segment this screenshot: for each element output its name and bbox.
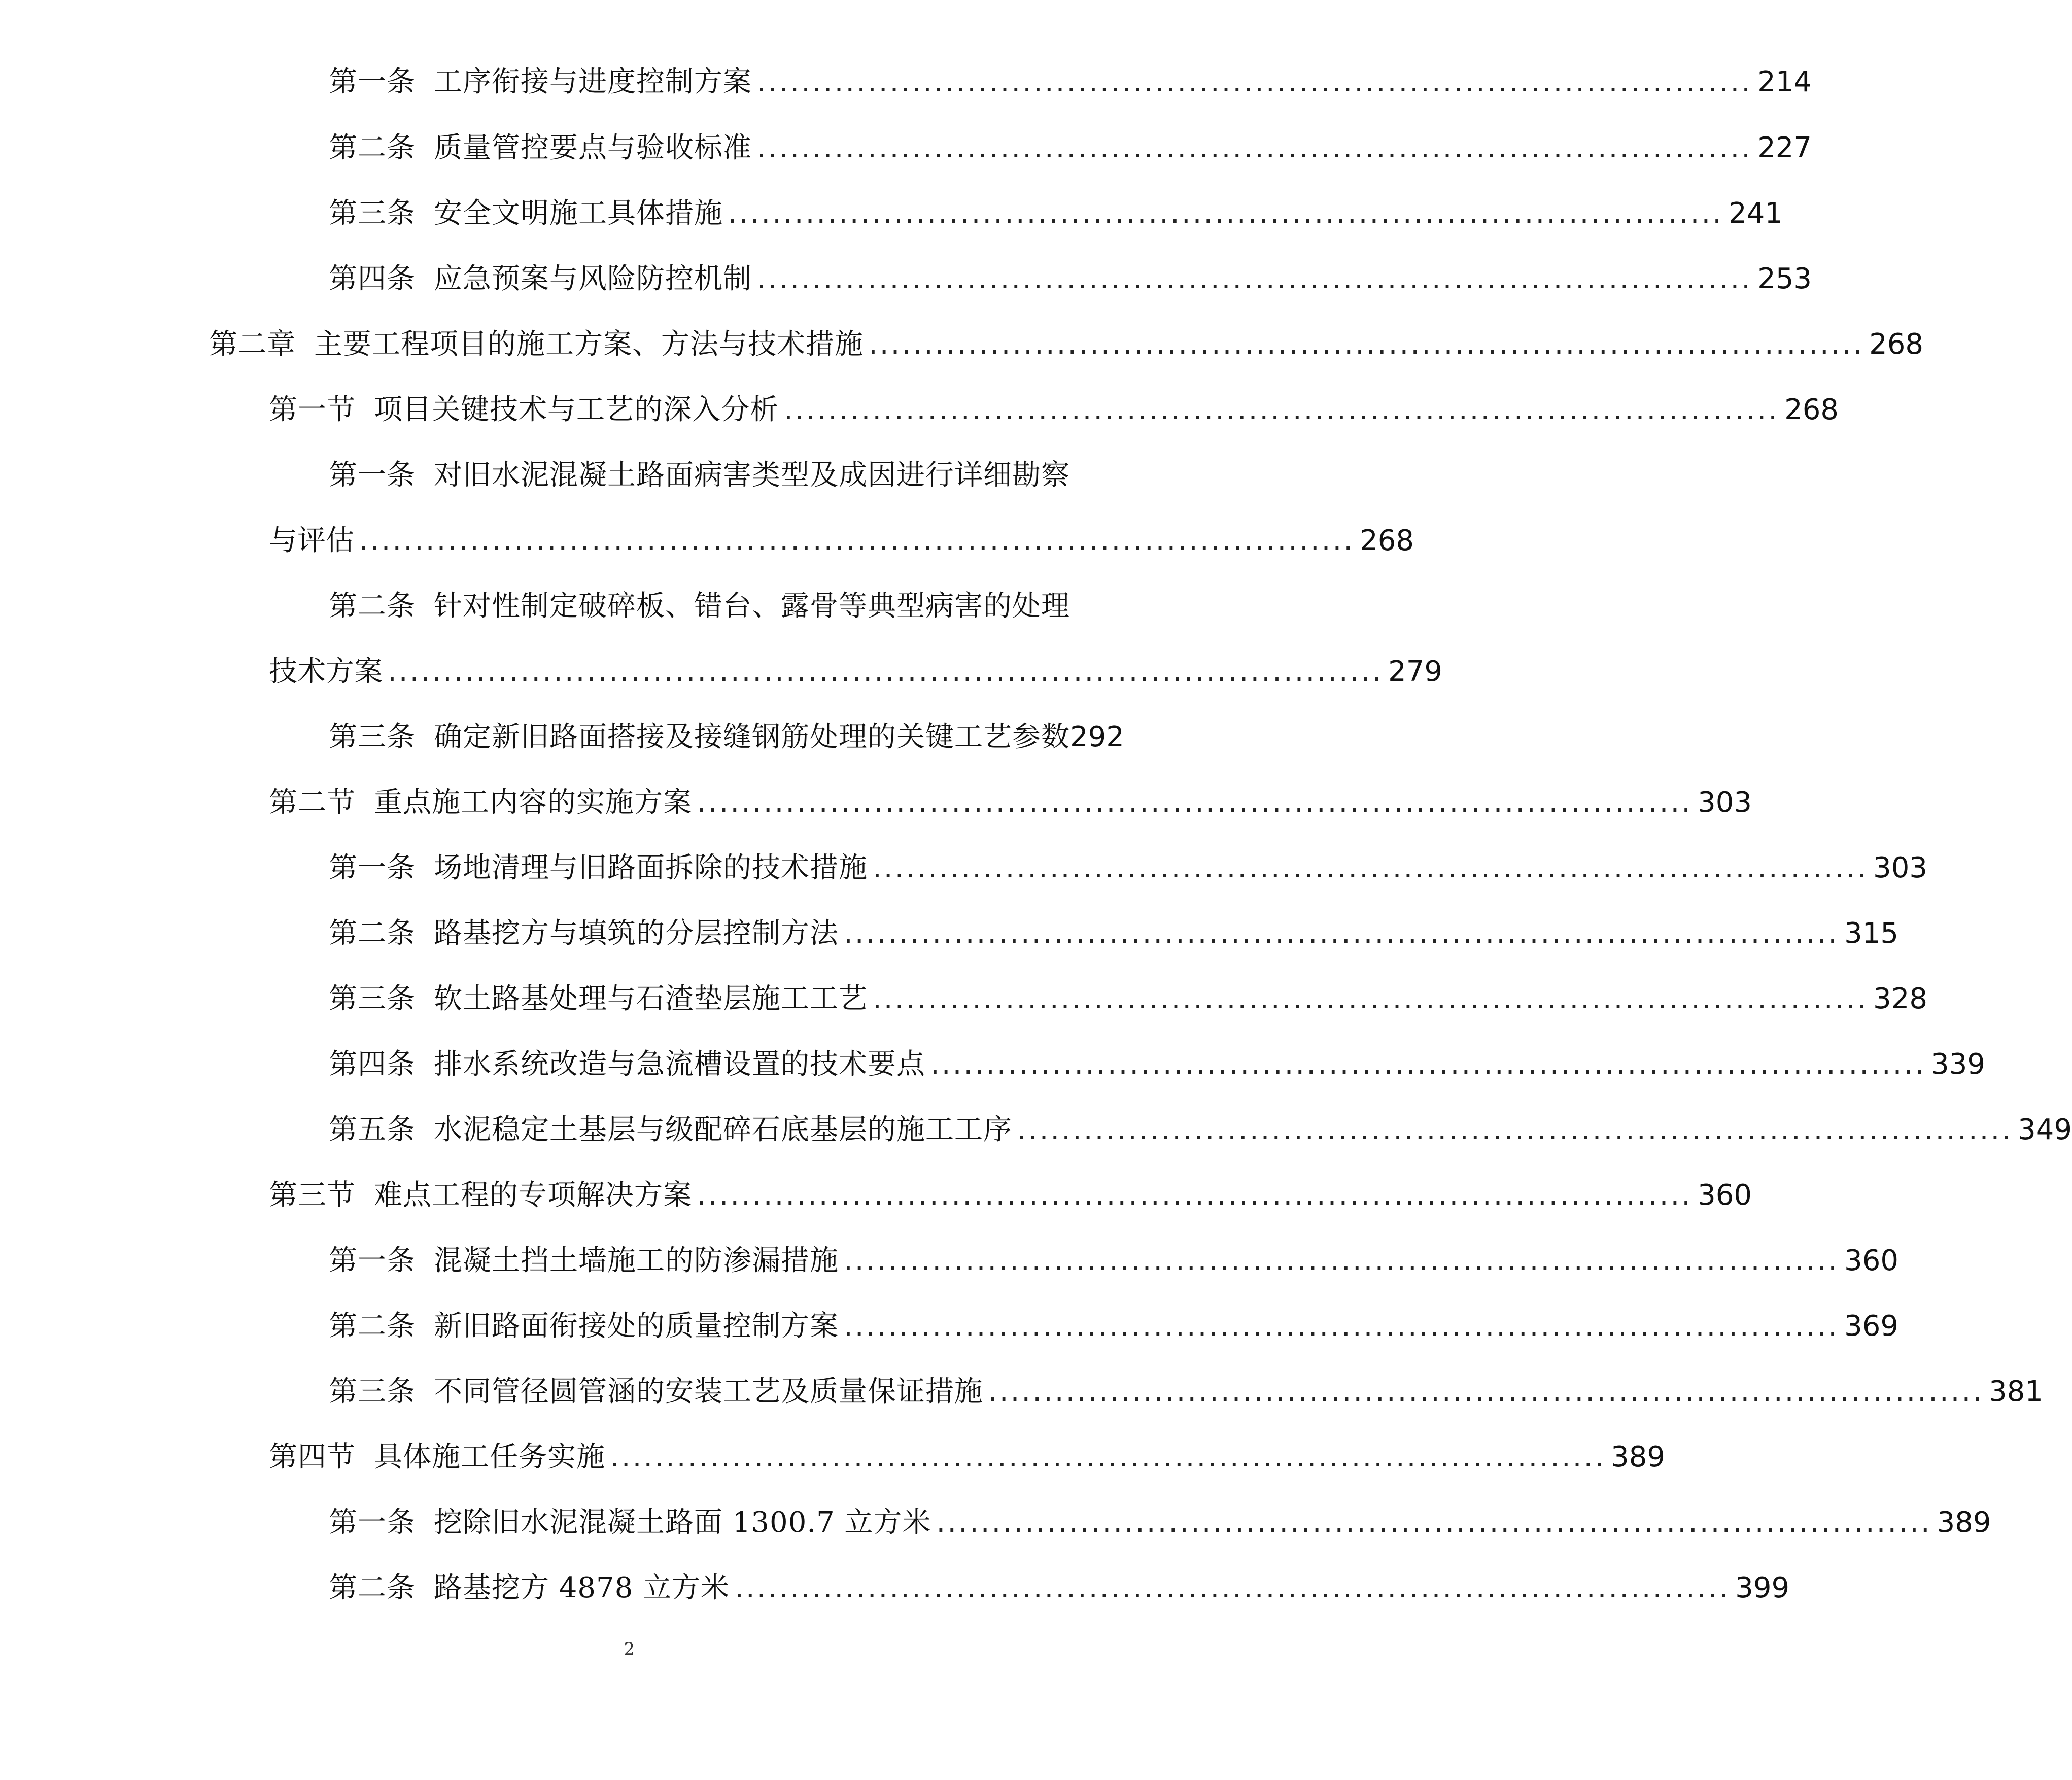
toc-label: 第一条 — [329, 1244, 416, 1277]
toc-leader-dots: .......................................................................................... — [610, 1441, 1606, 1474]
toc-entry[interactable] — [329, 714, 1124, 760]
toc-leader-dots: .......................................................................................... — [757, 131, 1753, 164]
toc-page-number: 349 — [2018, 1113, 2072, 1146]
toc-label: 第一条 — [329, 65, 416, 98]
toc-entry[interactable] — [329, 976, 1927, 1022]
toc-entry[interactable] — [329, 1042, 1985, 1087]
toc-entry[interactable] — [329, 1565, 1790, 1611]
toc-label: 第一条 — [329, 1506, 416, 1539]
toc-page-number: 268 — [1869, 328, 1923, 361]
toc-title-continuation: 技术方案 — [269, 655, 383, 688]
toc-label: 第二章 — [209, 328, 296, 361]
toc-entry[interactable] — [329, 1238, 1898, 1284]
toc-leader-dots: .......................................................................................... — [988, 1375, 1984, 1408]
toc-title: 主要工程项目的施工方案、方法与技术措施 — [314, 328, 864, 361]
toc-title: 确定新旧路面搭接及接缝钢筋处理的关键工艺参数 — [434, 721, 1070, 754]
toc-page-number: 328 — [1873, 982, 1927, 1015]
toc-page-number: 399 — [1735, 1571, 1790, 1604]
toc-title: 难点工程的专项解决方案 — [374, 1179, 692, 1212]
toc-entry[interactable] — [329, 59, 1812, 105]
toc-title: 混凝土挡土墙施工的防渗漏措施 — [434, 1244, 839, 1277]
toc-page-number: 292 — [1070, 721, 1124, 754]
toc-leader-dots: .......................................................................................... — [844, 917, 1840, 950]
toc-title: 重点施工内容的实施方案 — [374, 786, 692, 819]
toc-leader-dots: .......................................................................................... — [697, 786, 1693, 819]
toc-page-number: 315 — [1844, 917, 1898, 950]
toc-label: 第四节 — [269, 1441, 356, 1474]
toc-label: 第二条 — [329, 917, 416, 950]
toc-title: 场地清理与旧路面拆除的技术措施 — [434, 851, 868, 884]
toc-label: 第三条 — [329, 721, 416, 754]
toc-leader-dots: .......................................................................................... — [936, 1506, 1932, 1539]
toc-entry-first-line[interactable] — [329, 453, 1070, 498]
toc-leader-dots: .......................................................................................... — [869, 328, 1864, 361]
toc-section-entry[interactable] — [269, 1434, 1665, 1480]
toc-entry-first-line[interactable] — [329, 584, 1070, 629]
toc-page-number: 253 — [1757, 262, 1812, 295]
toc-label: 第三节 — [269, 1179, 356, 1212]
toc-entry[interactable] — [329, 1500, 1991, 1546]
toc-title: 工序衔接与进度控制方案 — [434, 65, 752, 98]
toc-section-entry[interactable] — [269, 387, 1839, 433]
toc-label: 第二条 — [329, 131, 416, 164]
toc-page-number: 214 — [1757, 65, 1812, 98]
toc-page-number: 303 — [1873, 851, 1927, 884]
toc-page-number: 268 — [1360, 524, 1414, 557]
toc-entry[interactable] — [329, 1369, 2043, 1415]
toc-page-number: 389 — [1611, 1441, 1665, 1474]
toc-title: 排水系统改造与急流槽设置的技术要点 — [434, 1048, 925, 1081]
toc-label: 第五条 — [329, 1113, 416, 1146]
toc-leader-dots: .......................................................................................... — [728, 197, 1724, 230]
toc-page-number: 241 — [1729, 197, 1783, 230]
toc-page-number: 360 — [1698, 1179, 1752, 1212]
toc-entry[interactable] — [329, 845, 1927, 891]
page-number-footer: 2 — [624, 1639, 635, 1659]
toc-label: 第二条 — [329, 1310, 416, 1343]
toc-label: 第一条 — [329, 459, 416, 492]
toc-entry[interactable] — [329, 256, 1812, 302]
toc-title: 针对性制定破碎板、错台、露骨等典型病害的处理 — [434, 590, 1070, 623]
toc-label: 第四条 — [329, 1048, 416, 1081]
toc-leader-dots: .......................................................................................... — [784, 393, 1780, 426]
toc-title: 路基挖方 4878 立方米 — [434, 1571, 730, 1604]
toc-leader-dots: .......................................................................................... — [735, 1571, 1731, 1604]
toc-title: 新旧路面衔接处的质量控制方案 — [434, 1310, 839, 1343]
toc-title-continuation: 与评估 — [269, 524, 354, 557]
toc-page-number: 339 — [1931, 1048, 1985, 1081]
toc-label: 第二条 — [329, 590, 416, 623]
toc-entry-continuation[interactable] — [269, 518, 1414, 564]
toc-section-entry[interactable] — [269, 1173, 1752, 1218]
toc-entry-continuation[interactable] — [269, 649, 1442, 695]
toc-title: 路基挖方与填筑的分层控制方法 — [434, 917, 839, 950]
toc-entry[interactable] — [329, 125, 1812, 171]
toc-title: 不同管径圆管涵的安装工艺及质量保证措施 — [434, 1375, 983, 1408]
toc-title: 挖除旧水泥混凝土路面 1300.7 立方米 — [434, 1506, 931, 1539]
toc-leader-dots: .......................................................................................... — [844, 1310, 1840, 1343]
toc-leader-dots: .......................................................................................... — [757, 262, 1753, 295]
toc-label: 第四条 — [329, 262, 416, 295]
toc-page-number: 389 — [1937, 1506, 1991, 1539]
toc-leader-dots: .......................................................................................... — [1017, 1113, 2013, 1146]
toc-title: 安全文明施工具体措施 — [434, 197, 723, 230]
toc-leader-dots: .......................................................................................... — [359, 524, 1355, 557]
toc-page-number: 360 — [1844, 1244, 1898, 1277]
toc-title: 水泥稳定土基层与级配碎石底基层的施工工序 — [434, 1113, 1012, 1146]
toc-entry[interactable] — [329, 911, 1898, 956]
toc-entry[interactable] — [329, 1304, 1898, 1349]
toc-leader-dots: .......................................................................................... — [697, 1179, 1693, 1212]
toc-label: 第三条 — [329, 197, 416, 230]
toc-leader-dots: .......................................................................................... — [844, 1244, 1840, 1277]
toc-label: 第二条 — [329, 1571, 416, 1604]
toc-title: 软土路基处理与石渣垫层施工工艺 — [434, 982, 868, 1015]
toc-label: 第三条 — [329, 982, 416, 1015]
toc-page-number: 381 — [1989, 1375, 2043, 1408]
toc-title: 质量管控要点与验收标准 — [434, 131, 752, 164]
toc-title: 项目关键技术与工艺的深入分析 — [374, 393, 779, 426]
toc-leader-dots: .......................................................................................... — [757, 65, 1753, 98]
toc-page-number: 227 — [1757, 131, 1812, 164]
toc-entry[interactable] — [329, 1107, 2072, 1153]
toc-title: 应急预案与风险防控机制 — [434, 262, 752, 295]
toc-label: 第一条 — [329, 851, 416, 884]
toc-title: 对旧水泥混凝土路面病害类型及成因进行详细勘察 — [434, 459, 1070, 492]
toc-page-number: 303 — [1698, 786, 1752, 819]
toc-leader-dots: .......................................................................................... — [388, 655, 1384, 688]
toc-label: 第二节 — [269, 786, 356, 819]
toc-leader-dots: .......................................................................................... — [873, 851, 1869, 884]
toc-chapter-entry[interactable] — [209, 322, 1923, 367]
toc-label: 第一节 — [269, 393, 356, 426]
toc-label: 第三条 — [329, 1375, 416, 1408]
toc-page-number: 279 — [1388, 655, 1442, 688]
toc-entry[interactable] — [329, 191, 1783, 236]
toc-leader-dots: .......................................................................................... — [873, 982, 1869, 1015]
toc-title: 具体施工任务实施 — [374, 1441, 605, 1474]
toc-page-number: 369 — [1844, 1310, 1898, 1343]
toc-page-number: 268 — [1784, 393, 1839, 426]
toc-section-entry[interactable] — [269, 780, 1752, 826]
toc-leader-dots: .......................................................................................... — [930, 1048, 1926, 1081]
